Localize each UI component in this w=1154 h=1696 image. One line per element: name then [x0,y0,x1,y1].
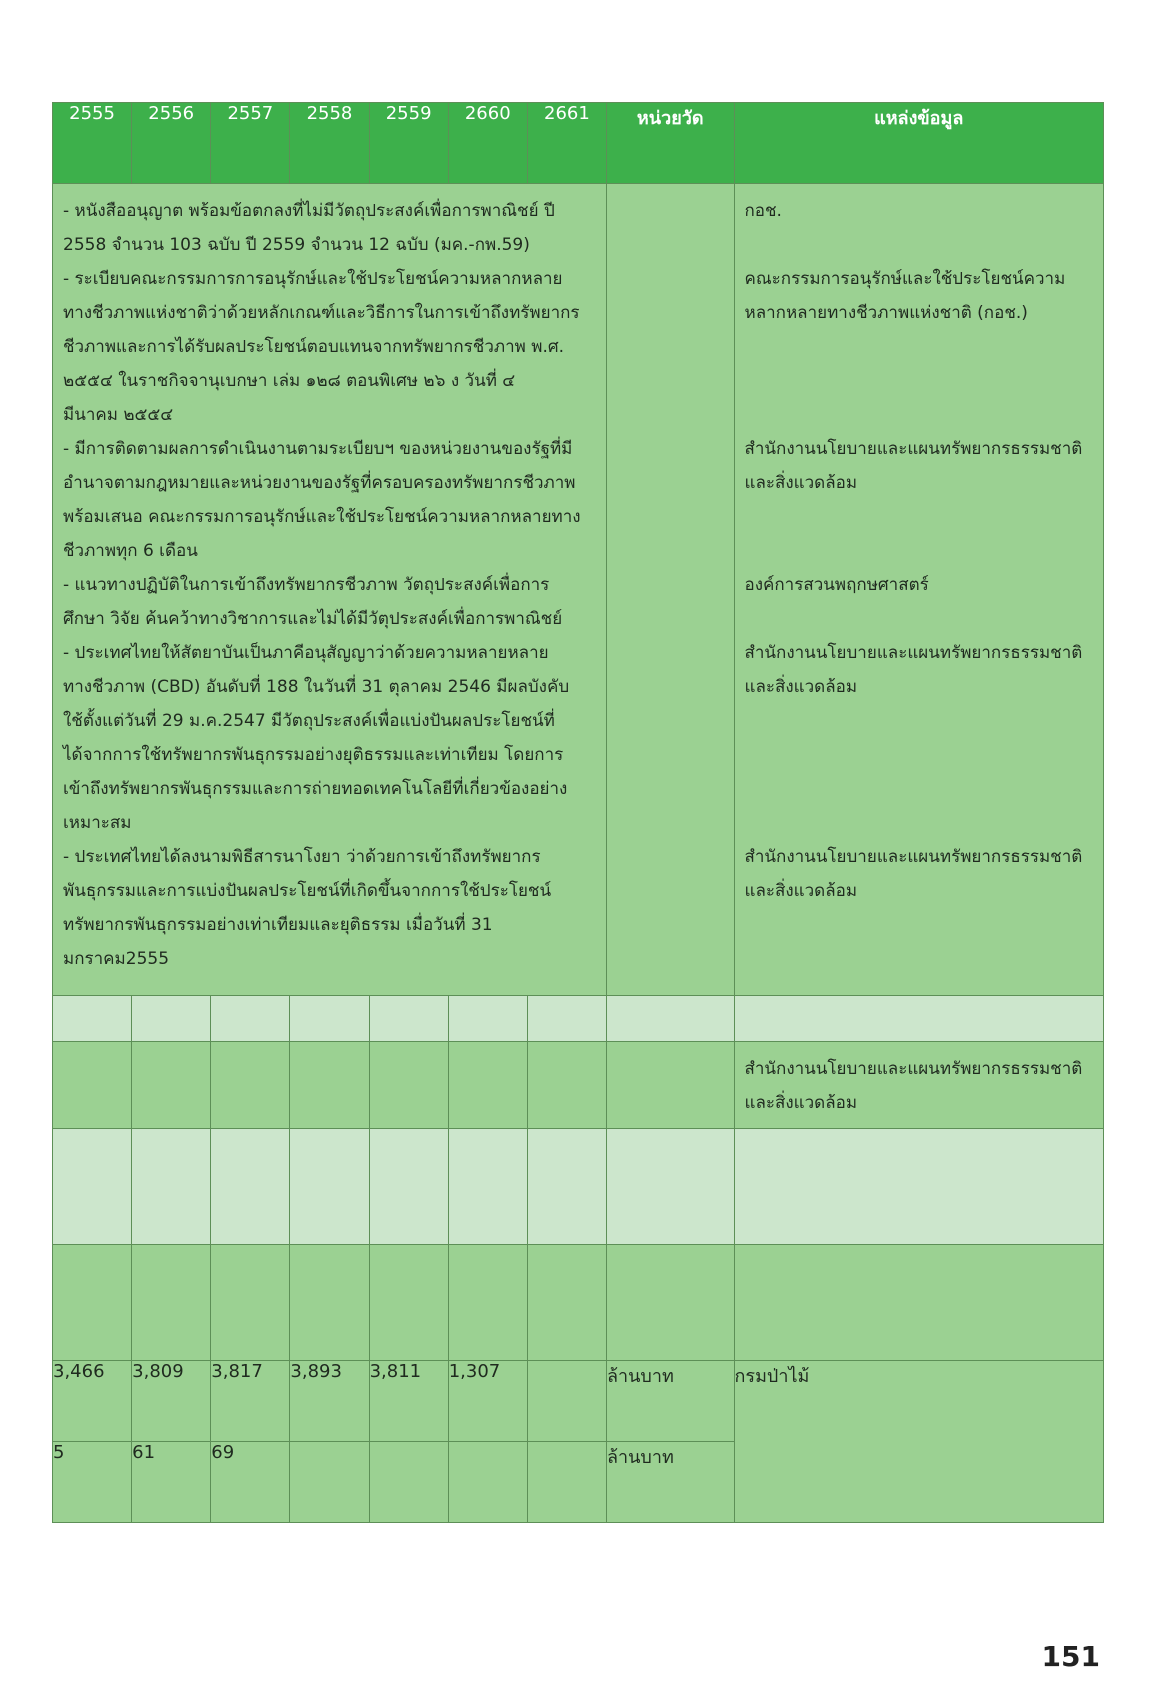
unit-cell: ล้านบาท [606,1442,734,1523]
text-line [745,534,1096,568]
text-line: - แนวทางปฏิบัติในการเข้าถึงทรัพยากรชีวภาพ วัตถุประสงค์เพื่อการ [63,575,550,595]
text-line: - ประเทศไทยได้ลงนามพิธีสารนาโงยา ว่าด้วยการเข้าถึงทรัพยากร [63,847,541,867]
forest-row [53,1361,1104,1442]
page-number: 151 [1041,1640,1100,1673]
text-line [745,330,1096,364]
unit-header: หน่วยวัด [606,103,734,184]
unit-cell: ล้านบาท [606,1361,734,1442]
text-line: สำนักงานนโยบายและแผนทรัพยากรธรรมชาติ [744,439,1083,459]
text-line: - ระเบียบคณะกรรมการการอนุรักษ์และใช้ประโยชน์ความหลากหลาย [63,269,563,289]
detail-row [53,184,1104,996]
value-cell: 5 [53,1442,132,1523]
indicator-table [52,102,1104,1523]
text-line: - ประเทศไทยให้สัตยาบันเป็นภาคีอนุสัญญาว่าด้วยความหลายหลาย [63,643,549,663]
text-line: อำนาจตามกฎหมายและหน่วยงานของรัฐที่ครอบครองทรัพยากรชีวภาพ [63,473,576,493]
value-cell [369,1442,448,1523]
onep-source-cell [734,1042,1104,1129]
empty-row [53,996,1104,1042]
empty-row [53,1245,1104,1361]
text-line: สำนักงานนโยบายและแผนทรัพยากรธรรมชาติ [744,643,1083,663]
detail-text [53,184,606,984]
value-cell: 1,307 [448,1361,527,1442]
text-line: หลากหลายทางชีวภาพแห่งชาติ (กอช.) [744,303,1028,323]
text-line [745,738,1096,772]
year-header: 2661 [527,103,606,184]
source-header: แหล่งข้อมูล [734,103,1104,184]
text-line: กอช. [744,201,782,221]
value-cell: 3,466 [53,1361,132,1442]
text-line: ชีวภาพและการได้รับผลประโยชน์ตอบแทนจากทรัพยากรชีวภาพ พ.ศ. [63,337,565,357]
year-header: 2556 [132,103,211,184]
text-line: และสิ่งแวดล้อม [744,677,858,697]
text-line [745,500,1096,534]
text-line: - หนังสืออนุญาต พร้อมข้อตกลงที่ไม่มีวัตถุประสงค์เพื่อการพาณิชย์ ปี [63,201,555,221]
year-header: 2557 [211,103,290,184]
text-line: ทางชีวภาพ (CBD) อันดับที่ 188 ในวันที่ 31 ตุลาคม 2546 มีผลบังคับ [63,677,570,697]
text-line: เหมาะสม [63,813,132,833]
text-line: และสิ่งแวดล้อม [744,473,858,493]
value-cell: 3,811 [369,1361,448,1442]
text-line: ๒๕๕๔ ในราชกิจจานุเบกษา เล่ม ๑๒๘ ตอนพิเศษ ๒๖ ง วันที่ ๔ [63,371,516,391]
value-cell: 69 [211,1442,290,1523]
detail-cell [53,184,607,996]
text-line: ทางชีวภาพแห่งชาติว่าด้วยหลักเกณฑ์และวิธีการในการเข้าถึงทรัพยากร [63,303,580,323]
text-line [745,398,1096,432]
text-line: ใช้ตั้งแต่วันที่ 29 ม.ค.2547 มีวัตถุประสงค์เพื่อแบ่งปันผลประโยชน์ที่ [63,711,555,731]
year-header: 2555 [53,103,132,184]
value-cell [527,1361,606,1442]
text-line: ศึกษา วิจัย ค้นคว้าทางวิชาการและไม่ได้มีวัตุประสงค์เพื่อการพาณิชย์ [63,609,563,629]
value-cell [290,1442,369,1523]
text-line: สำนักงานนโยบายและแผนทรัพยากรธรรมชาติ [744,847,1083,867]
text-line: - มีการติดตามผลการดำเนินงานตามระเบียบฯ ของหน่วยงานของรัฐที่มี [63,439,573,459]
value-cell: 3,817 [211,1361,290,1442]
text-line: เข้าถึงทรัพยากรพันธุกรรมและการถ่ายทอดเทคโนโลยีที่เกี่ยวข้องอย่าง [63,779,568,799]
detail-unit-cell [606,184,734,996]
value-cell: 3,893 [290,1361,369,1442]
header-row [53,103,1104,184]
text-line: องค์การสวนพฤกษศาสตร์ [744,575,929,595]
text-line [745,228,1096,262]
text-line: ได้จากการใช้ทรัพยากรพันธุกรรมอย่างยุติธรรมและเท่าเทียม โดยการ [63,745,564,765]
text-line: ชีวภาพทุก 6 เดือน [63,541,198,561]
text-line: มกราคม2555 [63,949,170,969]
text-line: 2558 จำนวน 103 ฉบับ ปี 2559 จำนวน 12 ฉบับ (มค.-กพ.59) [63,235,530,255]
value-cell [448,1442,527,1523]
year-header: 2559 [369,103,448,184]
text-line: ทรัพยากรพันธุกรรมอย่างเท่าเทียมและยุติธรรม เมื่อวันที่ 31 [63,915,493,935]
year-header: 2558 [290,103,369,184]
text-line: พันธุกรรมและการแบ่งปันผลประโยชน์ที่เกิดขึ้นจากการใช้ประโยชน์ [63,881,552,901]
text-line: มีนาคม ๒๕๕๔ [63,405,174,425]
detail-source-cell [734,184,1104,996]
text-line: และสิ่งแวดล้อม [744,881,858,901]
onep-source-text: สำนักงานนโยบายและแผนทรัพยากรธรรมชาติ และสิ่งแวดล้อม [744,1059,1083,1113]
value-cell: 61 [132,1442,211,1523]
text-line: คณะกรรมการอนุรักษ์และใช้ประโยชน์ความ [744,269,1066,289]
detail-source-text [735,184,1104,916]
text-line [745,704,1096,738]
text-line [745,772,1096,806]
forest-source-cell: กรมป่าไม้ [734,1361,1104,1523]
empty-row [53,1129,1104,1245]
onep-row [53,1042,1104,1129]
value-cell: 3,809 [132,1361,211,1442]
text-line [745,364,1096,398]
text-line [745,602,1096,636]
text-line: พร้อมเสนอ คณะกรรมการอนุรักษ์และใช้ประโยชน์ความหลากหลายทาง [63,507,581,527]
year-header: 2660 [448,103,527,184]
value-cell [527,1442,606,1523]
text-line [745,806,1096,840]
